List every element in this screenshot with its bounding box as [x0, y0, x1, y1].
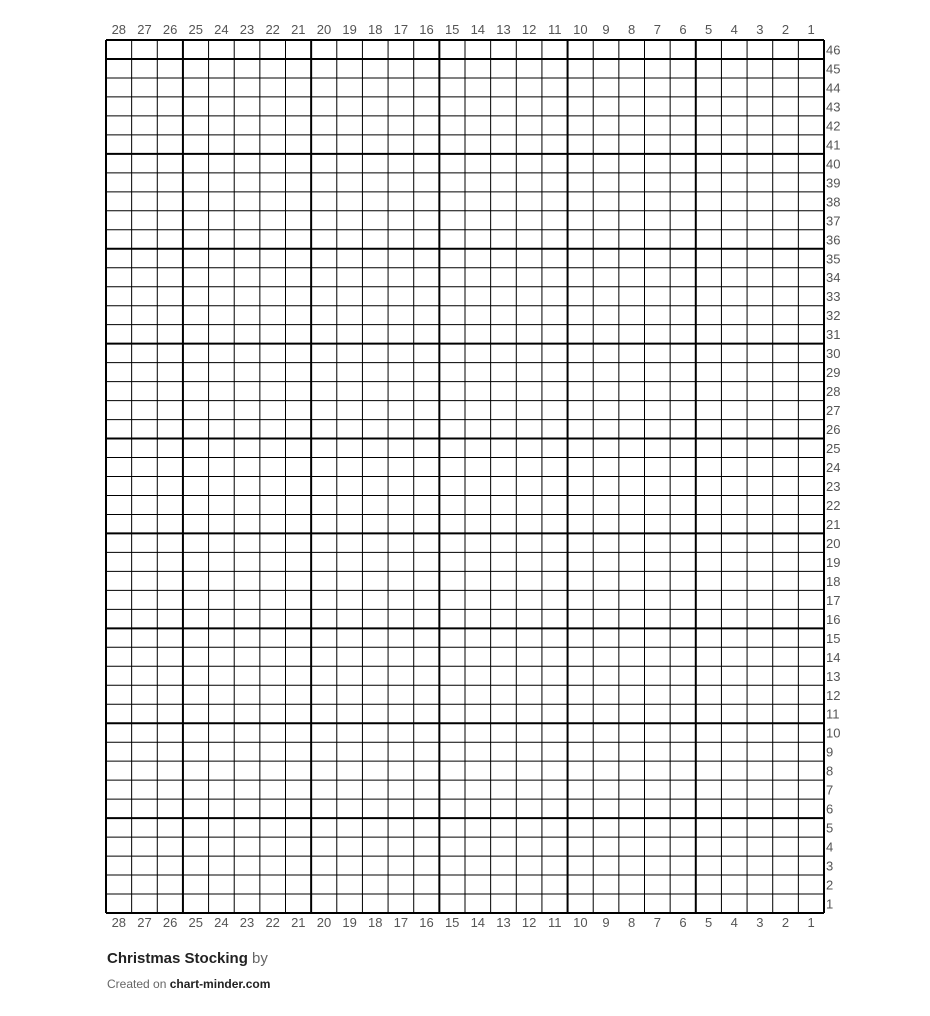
column-number-top: 14 — [470, 22, 486, 37]
row-number: 33 — [826, 289, 841, 305]
column-number-top: 28 — [111, 22, 127, 37]
row-number: 14 — [826, 649, 841, 665]
column-number-bottom: 10 — [573, 915, 588, 930]
chart-title-line — [107, 950, 268, 967]
row-number: 2 — [826, 877, 834, 893]
column-number-top: 19 — [342, 22, 357, 37]
column-number-bottom: 20 — [316, 915, 332, 930]
column-number-bottom: 24 — [214, 915, 229, 930]
row-number: 41 — [826, 137, 841, 153]
row-number: 34 — [826, 270, 841, 286]
column-number-bottom: 27 — [137, 915, 152, 930]
chart-title: Christmas Stocking — [107, 950, 248, 967]
row-number: 7 — [826, 782, 834, 798]
column-number-bottom: 14 — [470, 915, 486, 930]
row-number: 19 — [826, 554, 841, 570]
row-number: 4 — [826, 839, 834, 855]
row-number: 38 — [826, 194, 841, 210]
column-number-top: 5 — [704, 22, 713, 37]
row-number: 15 — [826, 630, 841, 646]
row-number: 17 — [826, 592, 841, 608]
column-number-top: 4 — [730, 22, 738, 37]
row-number: 13 — [826, 668, 841, 684]
column-number-top: 25 — [188, 22, 203, 37]
column-number-bottom: 21 — [291, 915, 306, 930]
column-number-bottom: 6 — [679, 915, 687, 930]
created-on-label: Created on — [107, 977, 167, 991]
column-number-bottom: 7 — [653, 915, 661, 930]
row-number: 46 — [826, 42, 841, 58]
column-number-top: 27 — [137, 22, 152, 37]
column-number-bottom: 5 — [704, 915, 713, 930]
column-number-bottom: 12 — [521, 915, 537, 930]
column-number-top: 1 — [807, 22, 815, 37]
row-number: 6 — [826, 801, 834, 817]
column-number-bottom: 15 — [444, 915, 460, 930]
column-number-top: 7 — [653, 22, 661, 37]
column-number-top: 9 — [602, 22, 610, 37]
column-number-top: 6 — [679, 22, 687, 37]
row-number: 10 — [826, 725, 841, 741]
column-number-top: 18 — [368, 22, 383, 37]
row-number: 35 — [826, 251, 841, 267]
column-number-top: 16 — [419, 22, 434, 37]
column-number-bottom: 16 — [419, 915, 434, 930]
row-number: 11 — [826, 706, 840, 722]
column-number-bottom: 26 — [162, 915, 178, 930]
chart-credit — [107, 977, 270, 991]
column-number-bottom: 28 — [111, 915, 127, 930]
column-number-top: 3 — [756, 22, 764, 37]
column-number-top: 22 — [265, 22, 280, 37]
column-number-bottom: 8 — [628, 915, 636, 930]
row-number: 1 — [826, 896, 834, 912]
row-number: 3 — [826, 858, 834, 874]
row-number: 36 — [826, 232, 841, 248]
row-number: 44 — [826, 80, 841, 96]
row-number: 16 — [826, 611, 841, 627]
column-number-bottom: 25 — [188, 915, 203, 930]
row-number: 9 — [826, 744, 834, 760]
row-number: 20 — [826, 535, 841, 551]
column-number-bottom: 4 — [730, 915, 738, 930]
row-number: 12 — [826, 687, 841, 703]
column-number-top: 8 — [628, 22, 636, 37]
site-link[interactable]: chart-minder.com — [169, 977, 271, 991]
row-number: 22 — [826, 497, 841, 513]
row-number: 30 — [826, 346, 841, 362]
row-number: 29 — [826, 365, 841, 381]
column-number-top: 26 — [162, 22, 178, 37]
column-number-top: 15 — [444, 22, 460, 37]
column-number-bottom: 3 — [756, 915, 764, 930]
row-number: 42 — [826, 118, 841, 134]
row-number: 31 — [826, 327, 841, 343]
right-row-numbers — [826, 42, 840, 911]
column-number-bottom: 1 — [807, 915, 815, 930]
top-column-numbers — [112, 22, 815, 37]
row-number: 39 — [826, 175, 841, 191]
column-number-top: 21 — [291, 22, 306, 37]
row-number: 28 — [826, 384, 841, 400]
column-number-bottom: 23 — [239, 915, 255, 930]
chart-author-prefix: by — [252, 950, 268, 967]
column-number-top: 20 — [316, 22, 332, 37]
column-number-bottom: 11 — [548, 915, 562, 930]
column-number-top: 23 — [239, 22, 255, 37]
row-number: 25 — [826, 441, 841, 457]
column-number-top: 17 — [393, 22, 409, 37]
row-number: 26 — [826, 422, 841, 438]
row-number: 5 — [826, 820, 834, 836]
column-number-top: 11 — [548, 22, 562, 37]
column-number-bottom: 19 — [342, 915, 357, 930]
column-number-top: 24 — [214, 22, 229, 37]
row-number: 27 — [826, 403, 841, 419]
column-number-top: 10 — [573, 22, 588, 37]
row-number: 40 — [826, 156, 841, 172]
row-number: 23 — [826, 478, 841, 494]
row-number: 45 — [826, 61, 841, 77]
column-number-top: 12 — [521, 22, 537, 37]
column-number-top: 2 — [781, 22, 790, 37]
column-number-bottom: 13 — [496, 915, 511, 930]
row-number: 37 — [826, 213, 841, 229]
column-number-bottom: 2 — [781, 915, 790, 930]
column-number-bottom: 22 — [265, 915, 280, 930]
bottom-column-numbers — [112, 915, 815, 930]
row-number: 18 — [826, 573, 841, 589]
row-number: 24 — [826, 460, 841, 476]
row-number: 21 — [826, 516, 841, 532]
row-number: 8 — [826, 763, 834, 779]
column-number-bottom: 9 — [602, 915, 610, 930]
column-number-top: 13 — [496, 22, 511, 37]
row-number: 43 — [826, 99, 841, 115]
row-number: 32 — [826, 308, 841, 324]
column-number-bottom: 17 — [393, 915, 409, 930]
column-number-bottom: 18 — [368, 915, 383, 930]
